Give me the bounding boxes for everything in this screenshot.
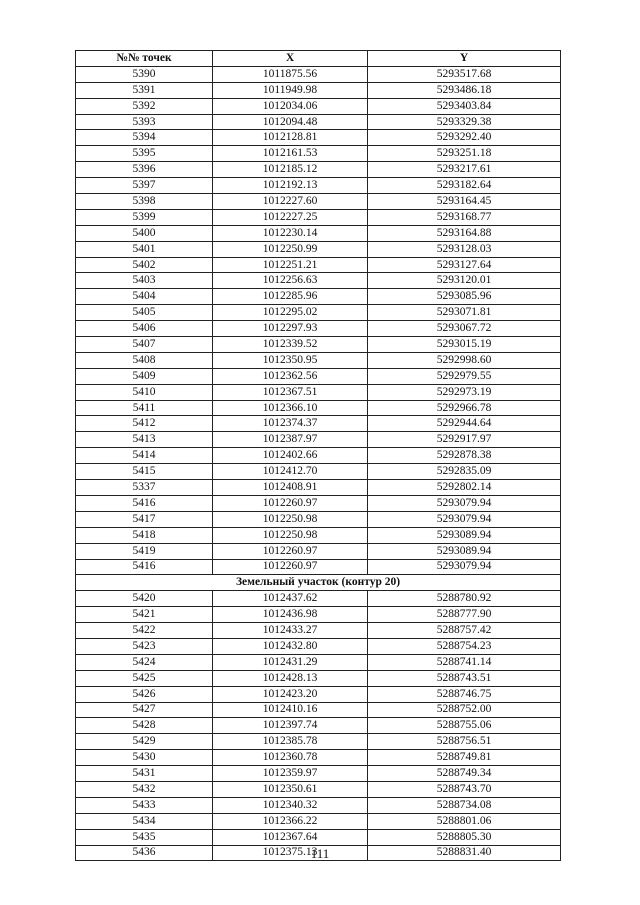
x-coordinate-cell: 1012374.37 [213, 416, 368, 432]
y-coordinate-cell: 5288777.90 [368, 607, 561, 623]
point-number-cell: 5418 [76, 527, 213, 543]
y-coordinate-cell: 5293486.18 [368, 82, 561, 98]
point-number-cell: 5401 [76, 241, 213, 257]
y-coordinate-cell: 5293015.19 [368, 337, 561, 353]
x-coordinate-cell: 1012260.97 [213, 543, 368, 559]
point-number-cell: 5431 [76, 766, 213, 782]
point-number-cell: 5400 [76, 225, 213, 241]
table-row [76, 66, 561, 82]
y-coordinate-cell: 5293164.88 [368, 225, 561, 241]
x-coordinate-cell: 1012128.81 [213, 130, 368, 146]
point-number-cell: 5429 [76, 734, 213, 750]
point-number-cell: 5417 [76, 511, 213, 527]
x-coordinate-cell: 1012295.02 [213, 305, 368, 321]
point-number-cell: 5403 [76, 273, 213, 289]
point-number-cell: 5411 [76, 400, 213, 416]
x-coordinate-cell: 1012185.12 [213, 162, 368, 178]
x-coordinate-cell: 1012431.29 [213, 654, 368, 670]
table-row [76, 591, 561, 607]
x-coordinate-cell: 1012367.64 [213, 829, 368, 845]
y-coordinate-cell: 5292917.97 [368, 432, 561, 448]
x-coordinate-cell: 1012350.95 [213, 352, 368, 368]
x-coordinate-cell: 1012436.98 [213, 607, 368, 623]
y-coordinate-cell: 5288780.92 [368, 591, 561, 607]
point-number-cell: 5430 [76, 750, 213, 766]
table-row [76, 607, 561, 623]
point-number-cell: 5436 [76, 845, 213, 861]
point-number-cell: 5402 [76, 257, 213, 273]
x-coordinate-cell: 1012423.20 [213, 686, 368, 702]
x-coordinate-cell: 1012432.80 [213, 638, 368, 654]
point-number-cell: 5396 [76, 162, 213, 178]
table-row [76, 352, 561, 368]
y-coordinate-cell: 5288749.34 [368, 766, 561, 782]
table-row [76, 162, 561, 178]
table-row [76, 797, 561, 813]
section-title: Земельный участок (контур 20) [76, 575, 561, 591]
y-coordinate-cell: 5293251.18 [368, 146, 561, 162]
y-coordinate-cell: 5293079.94 [368, 511, 561, 527]
y-coordinate-cell: 5293329.38 [368, 114, 561, 130]
point-number-cell: 5416 [76, 559, 213, 575]
x-coordinate-cell: 1012367.51 [213, 384, 368, 400]
table-body [76, 66, 561, 861]
point-number-cell: 5419 [76, 543, 213, 559]
y-coordinate-cell: 5293517.68 [368, 66, 561, 82]
x-coordinate-cell: 1012385.78 [213, 734, 368, 750]
y-coordinate-cell: 5293182.64 [368, 178, 561, 194]
point-number-cell: 5392 [76, 98, 213, 114]
y-coordinate-cell: 5292835.09 [368, 464, 561, 480]
table-row [76, 400, 561, 416]
x-coordinate-cell: 1012256.63 [213, 273, 368, 289]
table-row [76, 654, 561, 670]
y-coordinate-cell: 5288757.42 [368, 623, 561, 639]
table-row [76, 289, 561, 305]
point-number-cell: 5415 [76, 464, 213, 480]
point-number-cell: 5416 [76, 495, 213, 511]
y-coordinate-cell: 5293079.94 [368, 559, 561, 575]
x-coordinate-cell: 1012250.99 [213, 241, 368, 257]
point-number-cell: 5393 [76, 114, 213, 130]
table-row [76, 511, 561, 527]
table-row [76, 813, 561, 829]
x-coordinate-cell: 1012340.32 [213, 797, 368, 813]
y-coordinate-cell: 5293292.40 [368, 130, 561, 146]
table-row [76, 750, 561, 766]
table-row [76, 734, 561, 750]
y-coordinate-cell: 5293067.72 [368, 321, 561, 337]
y-coordinate-cell: 5292802.14 [368, 480, 561, 496]
y-coordinate-cell: 5293071.81 [368, 305, 561, 321]
table-row [76, 416, 561, 432]
x-coordinate-cell: 1012250.98 [213, 511, 368, 527]
point-number-cell: 5397 [76, 178, 213, 194]
x-coordinate-cell: 1012230.14 [213, 225, 368, 241]
y-coordinate-cell: 5292973.19 [368, 384, 561, 400]
y-coordinate-cell: 5288749.81 [368, 750, 561, 766]
table-row [76, 257, 561, 273]
x-coordinate-cell: 1012285.96 [213, 289, 368, 305]
x-coordinate-cell: 1012366.22 [213, 813, 368, 829]
y-coordinate-cell: 5293128.03 [368, 241, 561, 257]
table-row [76, 225, 561, 241]
table-row [76, 559, 561, 575]
x-coordinate-cell: 1012260.97 [213, 559, 368, 575]
point-number-cell: 5425 [76, 670, 213, 686]
y-coordinate-cell: 5293403.84 [368, 98, 561, 114]
x-coordinate-cell: 1011875.56 [213, 66, 368, 82]
x-coordinate-cell: 1012227.60 [213, 194, 368, 210]
table-row [76, 194, 561, 210]
x-coordinate-cell: 1012366.10 [213, 400, 368, 416]
point-number-cell: 5426 [76, 686, 213, 702]
point-number-cell: 5435 [76, 829, 213, 845]
table-row [76, 114, 561, 130]
point-number-cell: 5391 [76, 82, 213, 98]
table-row [76, 527, 561, 543]
y-coordinate-cell: 5288805.30 [368, 829, 561, 845]
table-row [76, 495, 561, 511]
y-coordinate-cell: 5288755.06 [368, 718, 561, 734]
x-coordinate-cell: 1012412.70 [213, 464, 368, 480]
point-number-cell: 5409 [76, 368, 213, 384]
y-coordinate-cell: 5288741.14 [368, 654, 561, 670]
y-coordinate-cell: 5293217.61 [368, 162, 561, 178]
y-coordinate-cell: 5293120.01 [368, 273, 561, 289]
point-number-cell: 5434 [76, 813, 213, 829]
table-row [76, 305, 561, 321]
x-coordinate-cell: 1012360.78 [213, 750, 368, 766]
table-row [76, 82, 561, 98]
table-row [76, 638, 561, 654]
table-row [76, 130, 561, 146]
x-coordinate-cell: 1012161.53 [213, 146, 368, 162]
header-y: Y [368, 51, 561, 67]
y-coordinate-cell: 5288734.08 [368, 797, 561, 813]
point-number-cell: 5399 [76, 209, 213, 225]
x-coordinate-cell: 1012408.91 [213, 480, 368, 496]
table-row [76, 146, 561, 162]
y-coordinate-cell: 5292966.78 [368, 400, 561, 416]
point-number-cell: 5420 [76, 591, 213, 607]
y-coordinate-cell: 5288754.23 [368, 638, 561, 654]
x-coordinate-cell: 1012387.97 [213, 432, 368, 448]
x-coordinate-cell: 1012375.13 [213, 845, 368, 861]
x-coordinate-cell: 1012402.66 [213, 448, 368, 464]
point-number-cell: 5428 [76, 718, 213, 734]
point-number-cell: 5423 [76, 638, 213, 654]
x-coordinate-cell: 1012192.13 [213, 178, 368, 194]
table-row [76, 384, 561, 400]
point-number-cell: 5412 [76, 416, 213, 432]
y-coordinate-cell: 5288756.51 [368, 734, 561, 750]
x-coordinate-cell: 1012359.97 [213, 766, 368, 782]
y-coordinate-cell: 5288752.00 [368, 702, 561, 718]
point-number-cell: 5422 [76, 623, 213, 639]
point-number-cell: 5394 [76, 130, 213, 146]
x-coordinate-cell: 1012034.06 [213, 98, 368, 114]
x-coordinate-cell: 1012094.48 [213, 114, 368, 130]
point-number-cell: 5408 [76, 352, 213, 368]
point-number-cell: 5398 [76, 194, 213, 210]
y-coordinate-cell: 5292878.38 [368, 448, 561, 464]
x-coordinate-cell: 1012251.21 [213, 257, 368, 273]
coordinates-table [75, 50, 561, 861]
page-number: 111 [310, 846, 330, 861]
x-coordinate-cell: 1012297.93 [213, 321, 368, 337]
y-coordinate-cell: 5292944.64 [368, 416, 561, 432]
y-coordinate-cell: 5288743.70 [368, 781, 561, 797]
y-coordinate-cell: 5293089.94 [368, 543, 561, 559]
table-row [76, 766, 561, 782]
table-row [76, 718, 561, 734]
table-row [76, 178, 561, 194]
table-header-row [76, 51, 561, 67]
point-number-cell: 5404 [76, 289, 213, 305]
point-number-cell: 5337 [76, 480, 213, 496]
y-coordinate-cell: 5288801.06 [368, 813, 561, 829]
point-number-cell: 5433 [76, 797, 213, 813]
table-row [76, 781, 561, 797]
table-row [76, 368, 561, 384]
y-coordinate-cell: 5293089.94 [368, 527, 561, 543]
header-point-number: №№ точек [76, 51, 213, 67]
header-x: X [213, 51, 368, 67]
point-number-cell: 5421 [76, 607, 213, 623]
x-coordinate-cell: 1012250.98 [213, 527, 368, 543]
point-number-cell: 5414 [76, 448, 213, 464]
y-coordinate-cell: 5288831.40 [368, 845, 561, 861]
table-row [76, 464, 561, 480]
x-coordinate-cell: 1012362.56 [213, 368, 368, 384]
x-coordinate-cell: 1012410.16 [213, 702, 368, 718]
y-coordinate-cell: 5292998.60 [368, 352, 561, 368]
table-row [76, 623, 561, 639]
point-number-cell: 5407 [76, 337, 213, 353]
point-number-cell: 5395 [76, 146, 213, 162]
table-row [76, 480, 561, 496]
x-coordinate-cell: 1012397.74 [213, 718, 368, 734]
table-row [76, 702, 561, 718]
table-row [76, 321, 561, 337]
table-row [76, 209, 561, 225]
x-coordinate-cell: 1012437.62 [213, 591, 368, 607]
point-number-cell: 5410 [76, 384, 213, 400]
y-coordinate-cell: 5293164.45 [368, 194, 561, 210]
table-row [76, 448, 561, 464]
table-row [76, 670, 561, 686]
x-coordinate-cell: 1012428.13 [213, 670, 368, 686]
y-coordinate-cell: 5292979.55 [368, 368, 561, 384]
section-row [76, 575, 561, 591]
table-row [76, 98, 561, 114]
point-number-cell: 5413 [76, 432, 213, 448]
point-number-cell: 5427 [76, 702, 213, 718]
x-coordinate-cell: 1012339.52 [213, 337, 368, 353]
y-coordinate-cell: 5293127.64 [368, 257, 561, 273]
table-row [76, 337, 561, 353]
table-row [76, 432, 561, 448]
y-coordinate-cell: 5293079.94 [368, 495, 561, 511]
point-number-cell: 5406 [76, 321, 213, 337]
y-coordinate-cell: 5293168.77 [368, 209, 561, 225]
table-row [76, 829, 561, 845]
y-coordinate-cell: 5288743.51 [368, 670, 561, 686]
x-coordinate-cell: 1012433.27 [213, 623, 368, 639]
point-number-cell: 5432 [76, 781, 213, 797]
x-coordinate-cell: 1012350.61 [213, 781, 368, 797]
y-coordinate-cell: 5288746.75 [368, 686, 561, 702]
table-row [76, 543, 561, 559]
x-coordinate-cell: 1012260.97 [213, 495, 368, 511]
table-row [76, 241, 561, 257]
x-coordinate-cell: 1011949.98 [213, 82, 368, 98]
table-row [76, 273, 561, 289]
table-row [76, 686, 561, 702]
point-number-cell: 5405 [76, 305, 213, 321]
x-coordinate-cell: 1012227.25 [213, 209, 368, 225]
point-number-cell: 5390 [76, 66, 213, 82]
y-coordinate-cell: 5293085.96 [368, 289, 561, 305]
point-number-cell: 5424 [76, 654, 213, 670]
